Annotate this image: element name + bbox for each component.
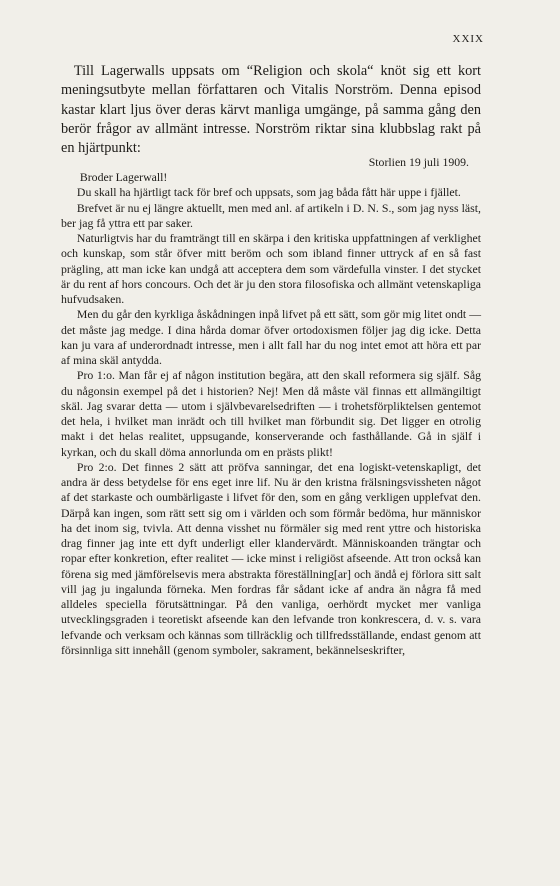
letter-salutation: Broder Lagerwall!	[79, 170, 168, 184]
intro-paragraph: Till Lagerwalls uppsats om “Religion och skola“ knöt sig ett kort meningsutbyte mellan författaren och Vitalis Norström. Denna episod kastar klart ljus över deras kärvt manliga umgänge, på samma gång den berör frågor av allmänt intresse. Norström riktar sina klubbslag rakt på en hjärtpunkt:	[61, 63, 481, 157]
letter-paragraph: Naturligtvis har du framträngt till en skärpa i den kritiska uppfattningen af verklighet och kunskap, som står öfver mitt beröm och som ibland finner uttryck af en så fast prägling, att man icke kan undgå att acceptera dem som värdefulla vinster. I det stycket är du rent af hors concours. Och det är ju den stora filosofiska och allmänt vetenskapliga hufvudsaken.	[61, 231, 481, 306]
page-number: XXIX	[452, 33, 484, 45]
letter-paragraph: Pro 2:o. Det finnes 2 sätt att pröfva sanningar, det ena logiskt-vetenskapligt, det andra är dess betydelse för ens eget inre lif. Nu är den kristna frälsningsvissheten något af det starkaste och oumbärligaste i lifvet för den, som en gång verkligen upplefvat den. Därpå kan ingen, som rätt sett sig om i världen och som förmår bedöma, hur människor ha det inom sig, tvivla. Att denna visshet nu förmäler sig med rent yttre och historiska drag finner jag inte ett dyft underligt eller klandervärdt. Människoanden trängtar och ropar efter konkretion, efter realitet — icke minst i religiöst afseende. Att tron också kan förena sig med jämförelsevis mera abstrakta föreställning[ar] och ändå ej förlora sitt salt vill jag ju ingalunda förneka. Men fordras får sådant icke af andra än några få med alldeles speciella förutsättningar. På den vanliga, oerhördt mycket mer vanliga utvecklingsgraden i teoretiskt afseende kan den lefvande tron konkrescera, d. v. s. vara lefvande och verksam och kännas som tillräcklig och tillfredsställande, endast genom att försinnliga sitt innehåll (genom symboler, sakrament, bekännelseskrifter,	[61, 459, 481, 657]
letter-paragraph: Brefvet är nu ej längre aktuellt, men med anl. af artikeln i D. N. S., som jag nyss läst, ber jag få yttra ett par saker.	[61, 200, 481, 230]
letter-dateline: Storlien 19 juli 1909.	[368, 155, 469, 169]
letter-body	[61, 170, 481, 658]
intro-section	[61, 62, 481, 158]
letter-paragraph: Men du går den kyrkliga åskådningen inpå lifvet på ett sätt, som gör mig litet ondt — det måste jag medge. I dina hårda domar öfver ortodoxismen följer jag dig icke. Detta kan ju vara af underordnadt intresse, men i allt fall har du nog intet emot att höra ett par af mina skäl antydda.	[61, 307, 481, 367]
letter-paragraph: Pro 1:o. Man får ej af någon institution begära, att den skall reformera sig själf. Såg du någonsin exempel på det i historien? Nej! Men då måste väl finnas ett allmängiltigt skäl. Jag svarar detta — utom i självbevarelsedriften — i trohetsförpliktelsen gentemot det hela, i hvilket man inrädt och till hvilket man förbundit sig. Det ligger en otrolig makt i det helas realitet, uppsugande, konserverande och fasthållande. Gå in själf i kyrkan, och du skall döma annorlunda om en prästs plikt!	[61, 368, 481, 459]
letter-paragraph: Du skall ha hjärtligt tack för bref och uppsats, som jag båda fått här uppe i fjället.	[76, 185, 461, 200]
